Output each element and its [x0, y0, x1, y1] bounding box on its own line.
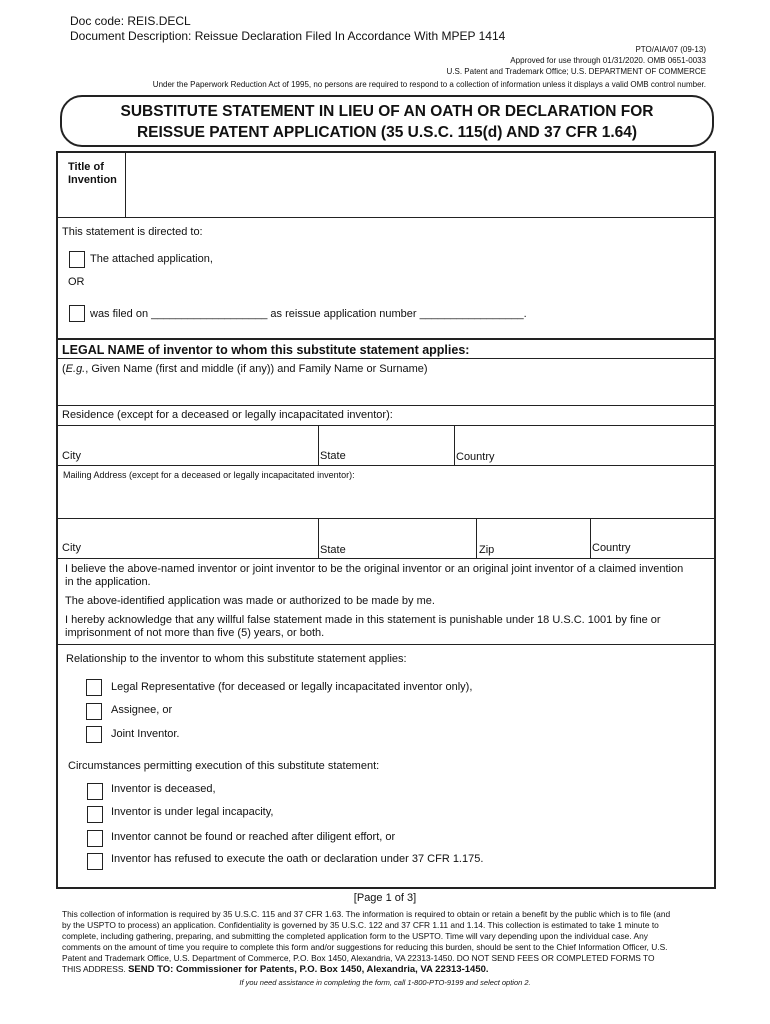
circumstances-label: Circumstances permitting execution of this substitute statement: [68, 760, 380, 772]
acknowledge-statement: I hereby acknowledge that any willful false statement made in this statement is punishable under 18 U.S.C. 1001 by fine or imprisonment of not more than five (5) years, or both. [65, 614, 661, 639]
belief-statement: I believe the above-named inventor or joint inventor to be the original inventor or an original joint inventor of a claimed invention in the application. [65, 563, 684, 588]
mailing-address-label: Mailing Address (except for a deceased or legally incapacitated inventor): [63, 470, 355, 480]
form-title-line1: SUBSTITUTE STATEMENT IN LIEU OF AN OATH OR DECLARATION FOR [120, 103, 654, 120]
joint-inventor-label: Joint Inventor. [111, 728, 180, 740]
form-title-line2: REISSUE PATENT APPLICATION (35 U.S.C. 115(d) AND 37 CFR 1.64) [136, 124, 638, 141]
form-frame [56, 151, 716, 889]
joint-inventor-checkbox[interactable] [86, 726, 102, 743]
agency-text: U.S. Patent and Trademark Office; U.S. DEPARTMENT OF COMMERCE [446, 67, 706, 76]
form-info [447, 44, 706, 77]
send-to-address: SEND TO: Commissioner for Patents, P.O. Box 1450, Alexandria, VA 22313-1450. [128, 964, 489, 975]
refused-label: Inventor has refused to execute the oath or declaration under 37 CFR 1.175. [111, 853, 484, 865]
was-filed-checkbox[interactable] [69, 305, 85, 322]
doc-header [70, 14, 505, 44]
title-of-invention-field[interactable] [132, 157, 707, 213]
doc-description: Document Description: Reissue Declaration Filed In Accordance With MPEP 1414 [70, 29, 506, 43]
or-text: OR [68, 276, 85, 288]
directed-label: This statement is directed to: [62, 226, 203, 238]
relationship-label: Relationship to the inventor to whom this substitute statement applies: [66, 653, 407, 665]
residence-label: Residence (except for a deceased or legally incapacitated inventor): [62, 409, 393, 421]
mailing-state-label: State [320, 544, 346, 556]
mailing-country-label: Country [592, 542, 631, 554]
approval-text: Approved for use through 01/31/2020. OMB 0651-0033 [510, 56, 706, 65]
burden-statement: This collection of information is required by 35 U.S.C. 115 and 37 CFR 1.63. The information is required to obtain or retain a benefit by the public which is to file (and by the USPTO to process) an application. Confidentiality is governed by 35 U.S.C. 122 and 37 CFR 1.11 and 1.14. This collection is estimated to take 1 minute to complete, including gathering, preparing, and submitting the completed application form to the USPTO. Time will vary depending upon the individual case. Any comments on the amount of time you require to complete this form and/or suggestions for reducing this burden, should be sent to the Chief Information Officer, U.S. Patent and Trademark Office, U.S. Department of Commerce, P.O. Box 1450, Alexandria, VA 22313-1450. DO NOT SEND FEES OR COMPLETED FORMS TO THIS ADDRESS. SEND TO: Commissioner for Patents, P.O. Box 1450, Alexandria, VA 22313-1450. [62, 909, 671, 975]
legal-name-hint: (E.g., Given Name (first and middle (if any)) and Family Name or Surname) [62, 363, 428, 375]
residence-state-label: State [320, 450, 346, 462]
mailing-city-label: City [62, 542, 81, 554]
deceased-checkbox[interactable] [87, 783, 103, 800]
legal-name-heading: LEGAL NAME of inventor to whom this substitute statement applies: [62, 343, 470, 357]
residence-city-label: City [62, 450, 81, 462]
paperwork-notice: Under the Paperwork Reduction Act of 1995, no persons are required to respond to a collection of information unless it displays a valid OMB control number. [152, 80, 706, 89]
page-indicator: [Page 1 of 3] [353, 892, 417, 904]
residence-country-label: Country [456, 451, 495, 463]
attached-application-checkbox[interactable] [69, 251, 85, 268]
legal-incapacity-checkbox[interactable] [87, 806, 103, 823]
authorized-statement: The above-identified application was made or authorized to be made by me. [65, 595, 435, 607]
form-number: PTO/AIA/07 (09-13) [635, 45, 706, 54]
deceased-label: Inventor is deceased, [111, 783, 216, 795]
mailing-zip-label: Zip [479, 544, 495, 556]
assignee-checkbox[interactable] [86, 703, 102, 720]
help-text: If you need assistance in completing the form, call 1-800-PTO-9199 and select option 2. [239, 978, 531, 987]
doc-code: Doc code: REIS.DECL [70, 14, 191, 28]
legal-incapacity-label: Inventor is under legal incapacity, [111, 806, 274, 818]
was-filed-label: was filed on ___________________ as reissue application number _________________. [90, 308, 527, 320]
legal-representative-label: Legal Representative (for deceased or legally incapacitated inventor only), [111, 681, 473, 693]
title-of-invention-label: Title of Invention [68, 161, 117, 186]
refused-checkbox[interactable] [87, 853, 103, 870]
form-title [60, 95, 714, 147]
assignee-label: Assignee, or [111, 704, 173, 716]
legal-representative-checkbox[interactable] [86, 679, 102, 696]
cannot-be-found-label: Inventor cannot be found or reached after diligent effort, or [111, 831, 396, 843]
attached-application-label: The attached application, [90, 253, 213, 265]
cannot-be-found-checkbox[interactable] [87, 830, 103, 847]
